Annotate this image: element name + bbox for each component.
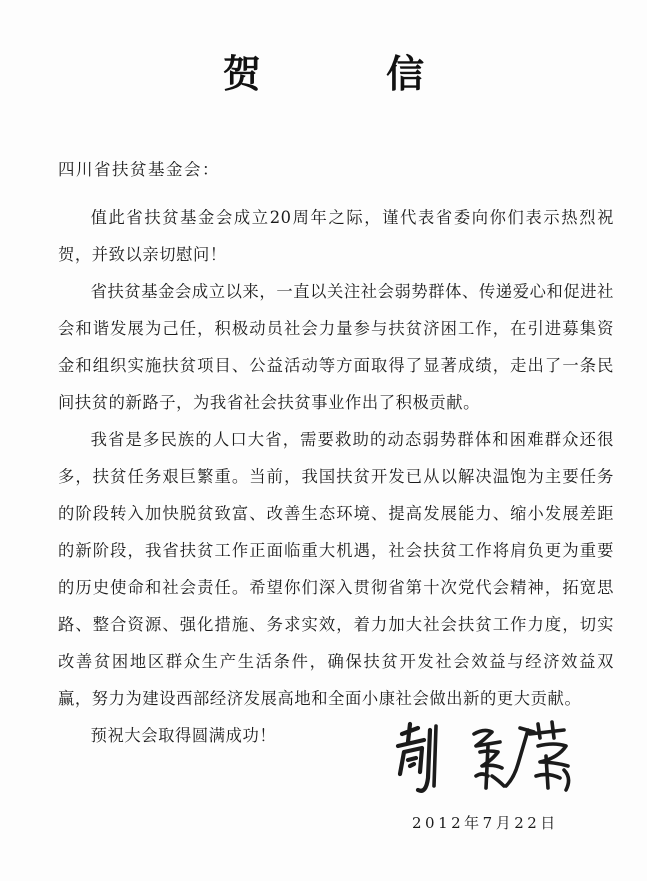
paragraph-1: 值此省扶贫基金会成立20周年之际，谨代表省委向你们表示热烈祝贺，并致以亲切慰问！ <box>58 208 614 264</box>
handwritten-signature <box>388 716 588 806</box>
paragraph-3: 我省是多民族的人口大省，需要救助的动态弱势群体和困难群众还很多，扶贫任务艰巨繁重。当前，我国扶贫开发已从以解决温饱为主要任务的阶段转入加快脱贫致富、改善生态环境、提高发展能力、缩小发展差距的新阶段，我省扶贫工作正面临重大机遇，社会扶贫工作将肩负更为重要的历史使命和社会责任。希望你们深入贯彻省第十次党代会精神，拓宽思路、整合资源、强化措施、务求实效，着力加大社会扶贫工作力度，切实改善贫困地区群众生产生活条件，确保扶贫开发社会效益与经济效益双赢，努力为建设西部经济发展高地和全面小康社会做出新的更大贡献。 <box>58 430 614 708</box>
paragraph-2: 省扶贫基金会成立以来，一直以关注社会弱势群体、传递爱心和促进社会和谐发展为己任，积极动员社会力量参与扶贫济困工作，在引进募集资金和组织实施扶贫项目、公益活动等方面取得了显著成绩，走出了一条民间扶贫的新路子，为我省社会扶贫事业作出了积极贡献。 <box>58 282 614 412</box>
salutation: 四川省扶贫基金会： <box>58 160 220 179</box>
letter-date: 2012年7月22日 <box>412 814 559 832</box>
letter-body <box>58 199 614 754</box>
letter-title: 贺 信 <box>222 51 481 96</box>
closing-line: 预祝大会取得圆满成功！ <box>90 726 277 745</box>
